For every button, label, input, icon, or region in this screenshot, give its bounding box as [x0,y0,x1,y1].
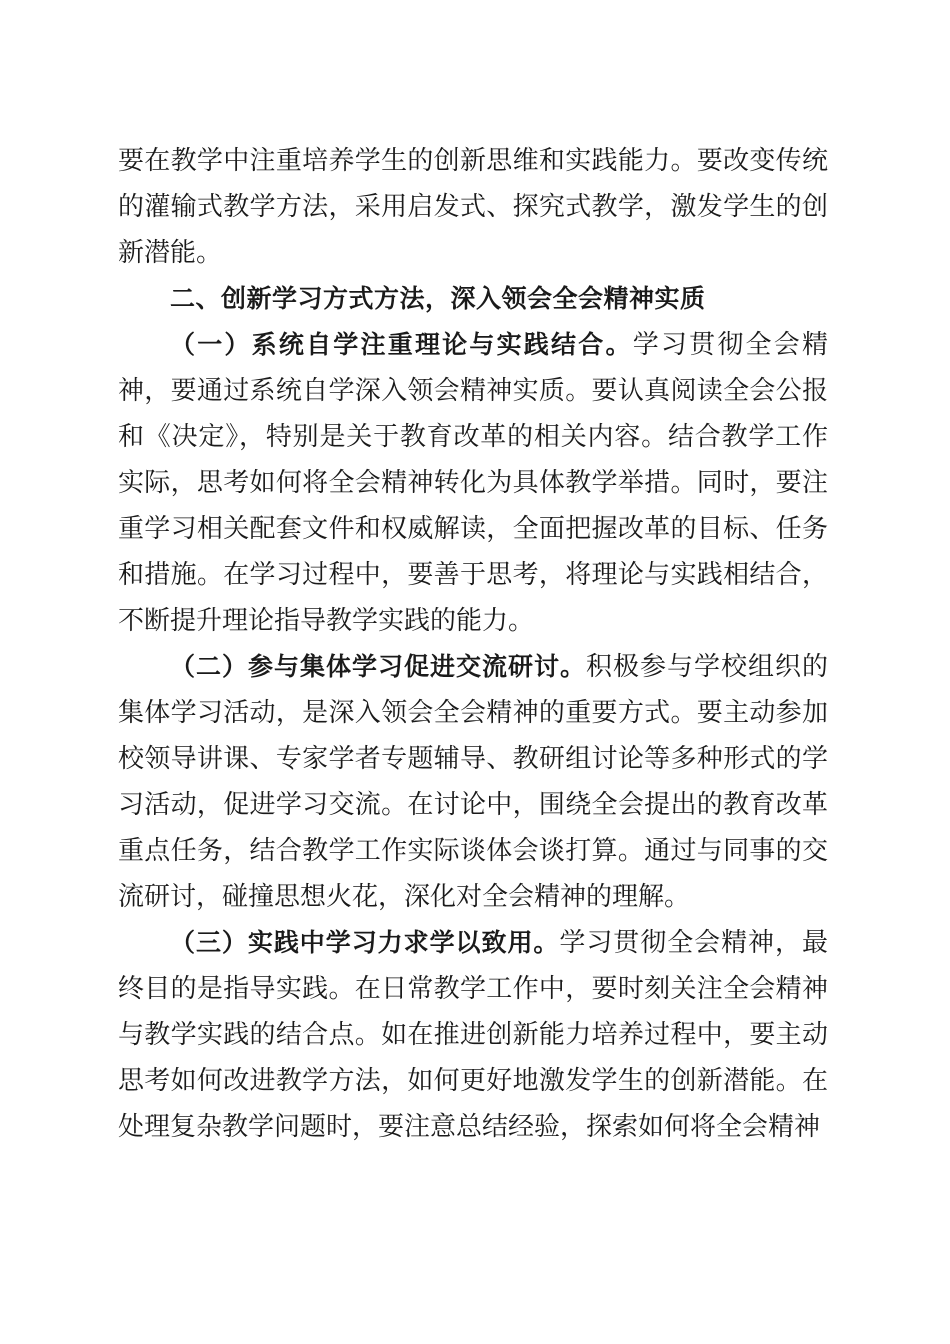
subsection-2-body: 积极参与学校组织的集体学习活动，是深入领会全会精神的重要方式。要主动参加校领导讲课、专家学者专题辅导、教研组讨论等多种形式的学习活动，促进学习交流。在讨论中，围绕全会提出的教育改革重点任务，结合教学工作实际谈体会谈打算。通过与同事的交流研讨，碰撞思想火花，深化对全会精神的理解。 [118,652,828,912]
subsection-3-title: （三）实践中学习力求学以致用。 [170,928,560,957]
section-heading: 二、创新学习方式方法，深入领会全会精神实质 [170,284,706,313]
subsection-2 [118,644,828,920]
subsection-3-body: 学习贯彻全会精神，最终目的是指导实践。在日常教学工作中，要时刻关注全会精神与教学实践的结合点。如在推进创新能力培养过程中，要主动思考如何改进教学方法，如何更好地激发学生的创新潜能。在处理复杂教学问题时，要注意总结经验，探索如何将全会精神 [118,928,828,1142]
subsection-1-body: 学习贯彻全会精神，要通过系统自学深入领会精神实质。要认真阅读全会公报和《决定》，特别是关于教育改革的相关内容。结合教学工作实际，思考如何将全会精神转化为具体教学举措。同时，要注重学习相关配套文件和权威解读，全面把握改革的目标、任务和措施。在学习过程中，要善于思考，将理论与实践相结合，不断提升理论指导教学实践的能力。 [118,330,828,636]
subsection-1-title: （一）系统自学注重理论与实践结合。 [170,330,633,359]
subsection-1 [118,322,828,644]
paragraph-continuation: 要在教学中注重培养学生的创新思维和实践能力。要改变传统的灌输式教学方法，采用启发式、探究式教学，激发学生的创新潜能。 [118,146,828,268]
subsection-3 [118,920,828,1150]
document-body [118,138,828,1150]
subsection-2-title: （二）参与集体学习促进交流研讨。 [170,652,586,681]
